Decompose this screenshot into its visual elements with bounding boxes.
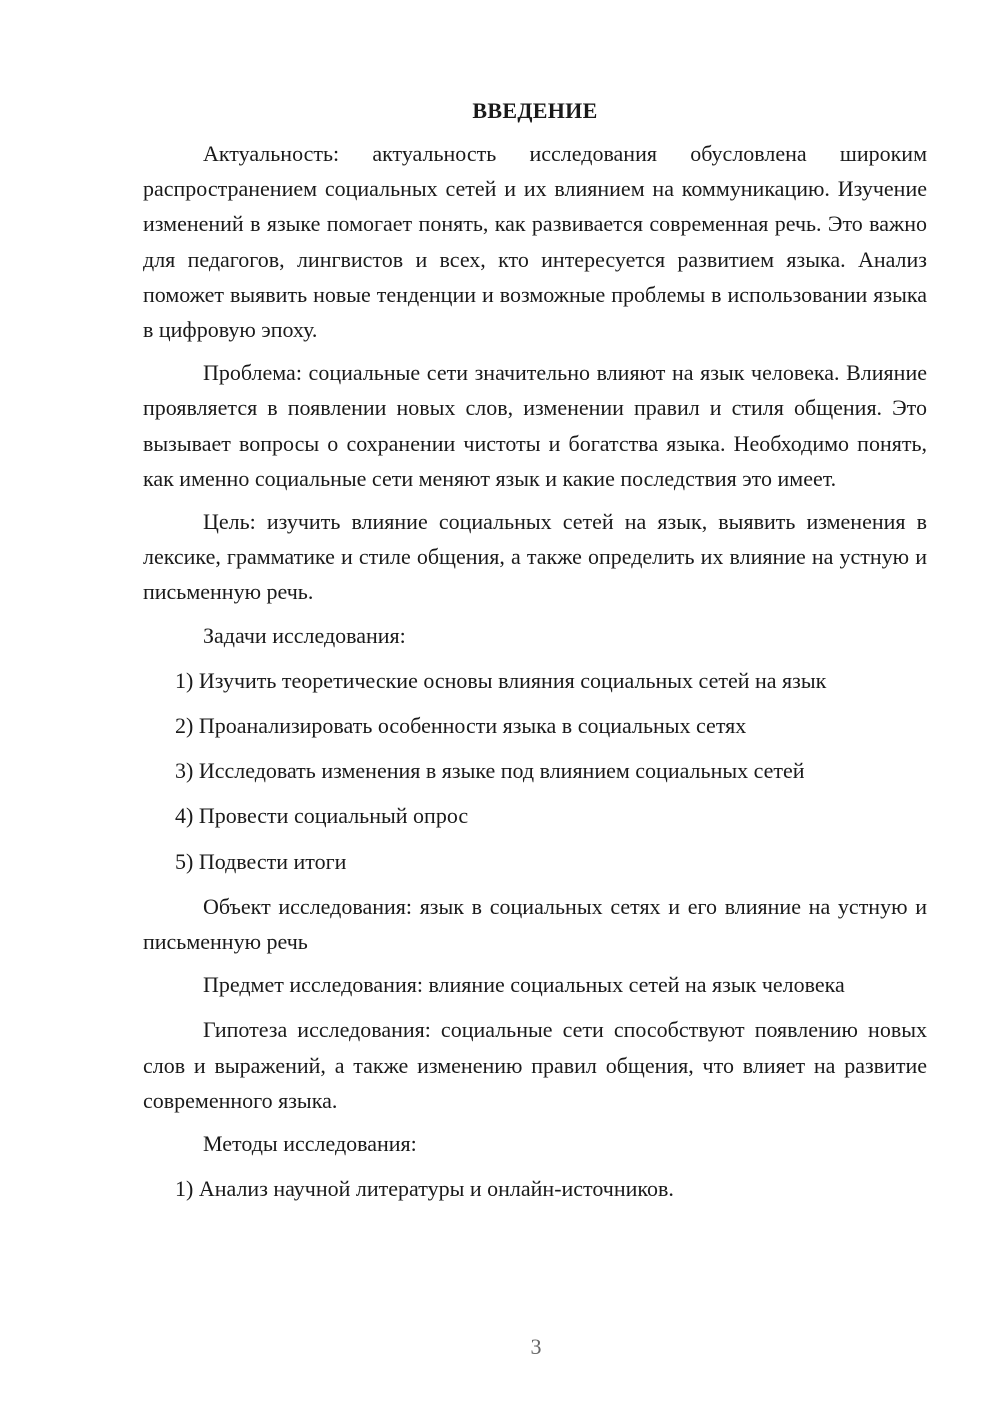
page-title: ВВЕДЕНИЕ <box>472 98 598 123</box>
hypothesis-paragraph: Гипотеза исследования: социальные сети способствуют появлению новых слов и выражений, а также изменению правил общения, что влияет на развитие современного языка. <box>143 1017 927 1113</box>
goal-paragraph: Цель: изучить влияние социальных сетей на язык, выявить изменения в лексике, грамматике и стиле общения, а также определить их влияние на устную и письменную речь. <box>143 509 927 605</box>
object-paragraph: Объект исследования: язык в социальных сетях и его влияние на устную и письменную речь <box>143 893 927 955</box>
tasks-title: Задачи исследования: <box>203 622 406 648</box>
methods-list <box>143 1171 927 1206</box>
tasks-list <box>143 663 927 879</box>
subject-paragraph: Предмет исследования: влияние социальных сетей на язык человека <box>203 972 845 998</box>
task-item: 2) Проанализировать особенности языка в социальных сетях <box>175 713 747 739</box>
page-content <box>143 96 927 1216</box>
method-item: 1) Анализ научной литературы и онлайн-источников. <box>175 1176 674 1202</box>
task-item: 5) Подвести итоги <box>175 848 347 874</box>
methods-title: Методы исследования: <box>203 1131 417 1157</box>
page-number: 3 <box>530 1334 542 1359</box>
relevance-paragraph: Актуальность: актуальность исследования обусловлена широким распространением социальных сетей и их влиянием на коммуникацию. Изучение изменений в языке помогает понять, как развивается современная речь. Это важно для педагогов, лингвистов и всех, кто интересуется развитием языка. Анализ поможет выявить новые тенденции и возможные проблемы в использовании языка в цифровую эпоху. <box>143 141 927 343</box>
task-item: 3) Исследовать изменения в языке под влиянием социальных сетей <box>175 758 805 784</box>
problem-paragraph: Проблема: социальные сети значительно влияют на язык человека. Влияние проявляется в появлении новых слов, изменении правил и стиля общения. Это вызывает вопросы о сохранении чистоты и богатства языка. Необходимо понять, как именно социальные сети меняют язык и какие последствия это имеет. <box>143 360 927 491</box>
task-item: 4) Провести социальный опрос <box>175 803 469 829</box>
task-item: 1) Изучить теоретические основы влияния социальных сетей на язык <box>175 667 827 693</box>
